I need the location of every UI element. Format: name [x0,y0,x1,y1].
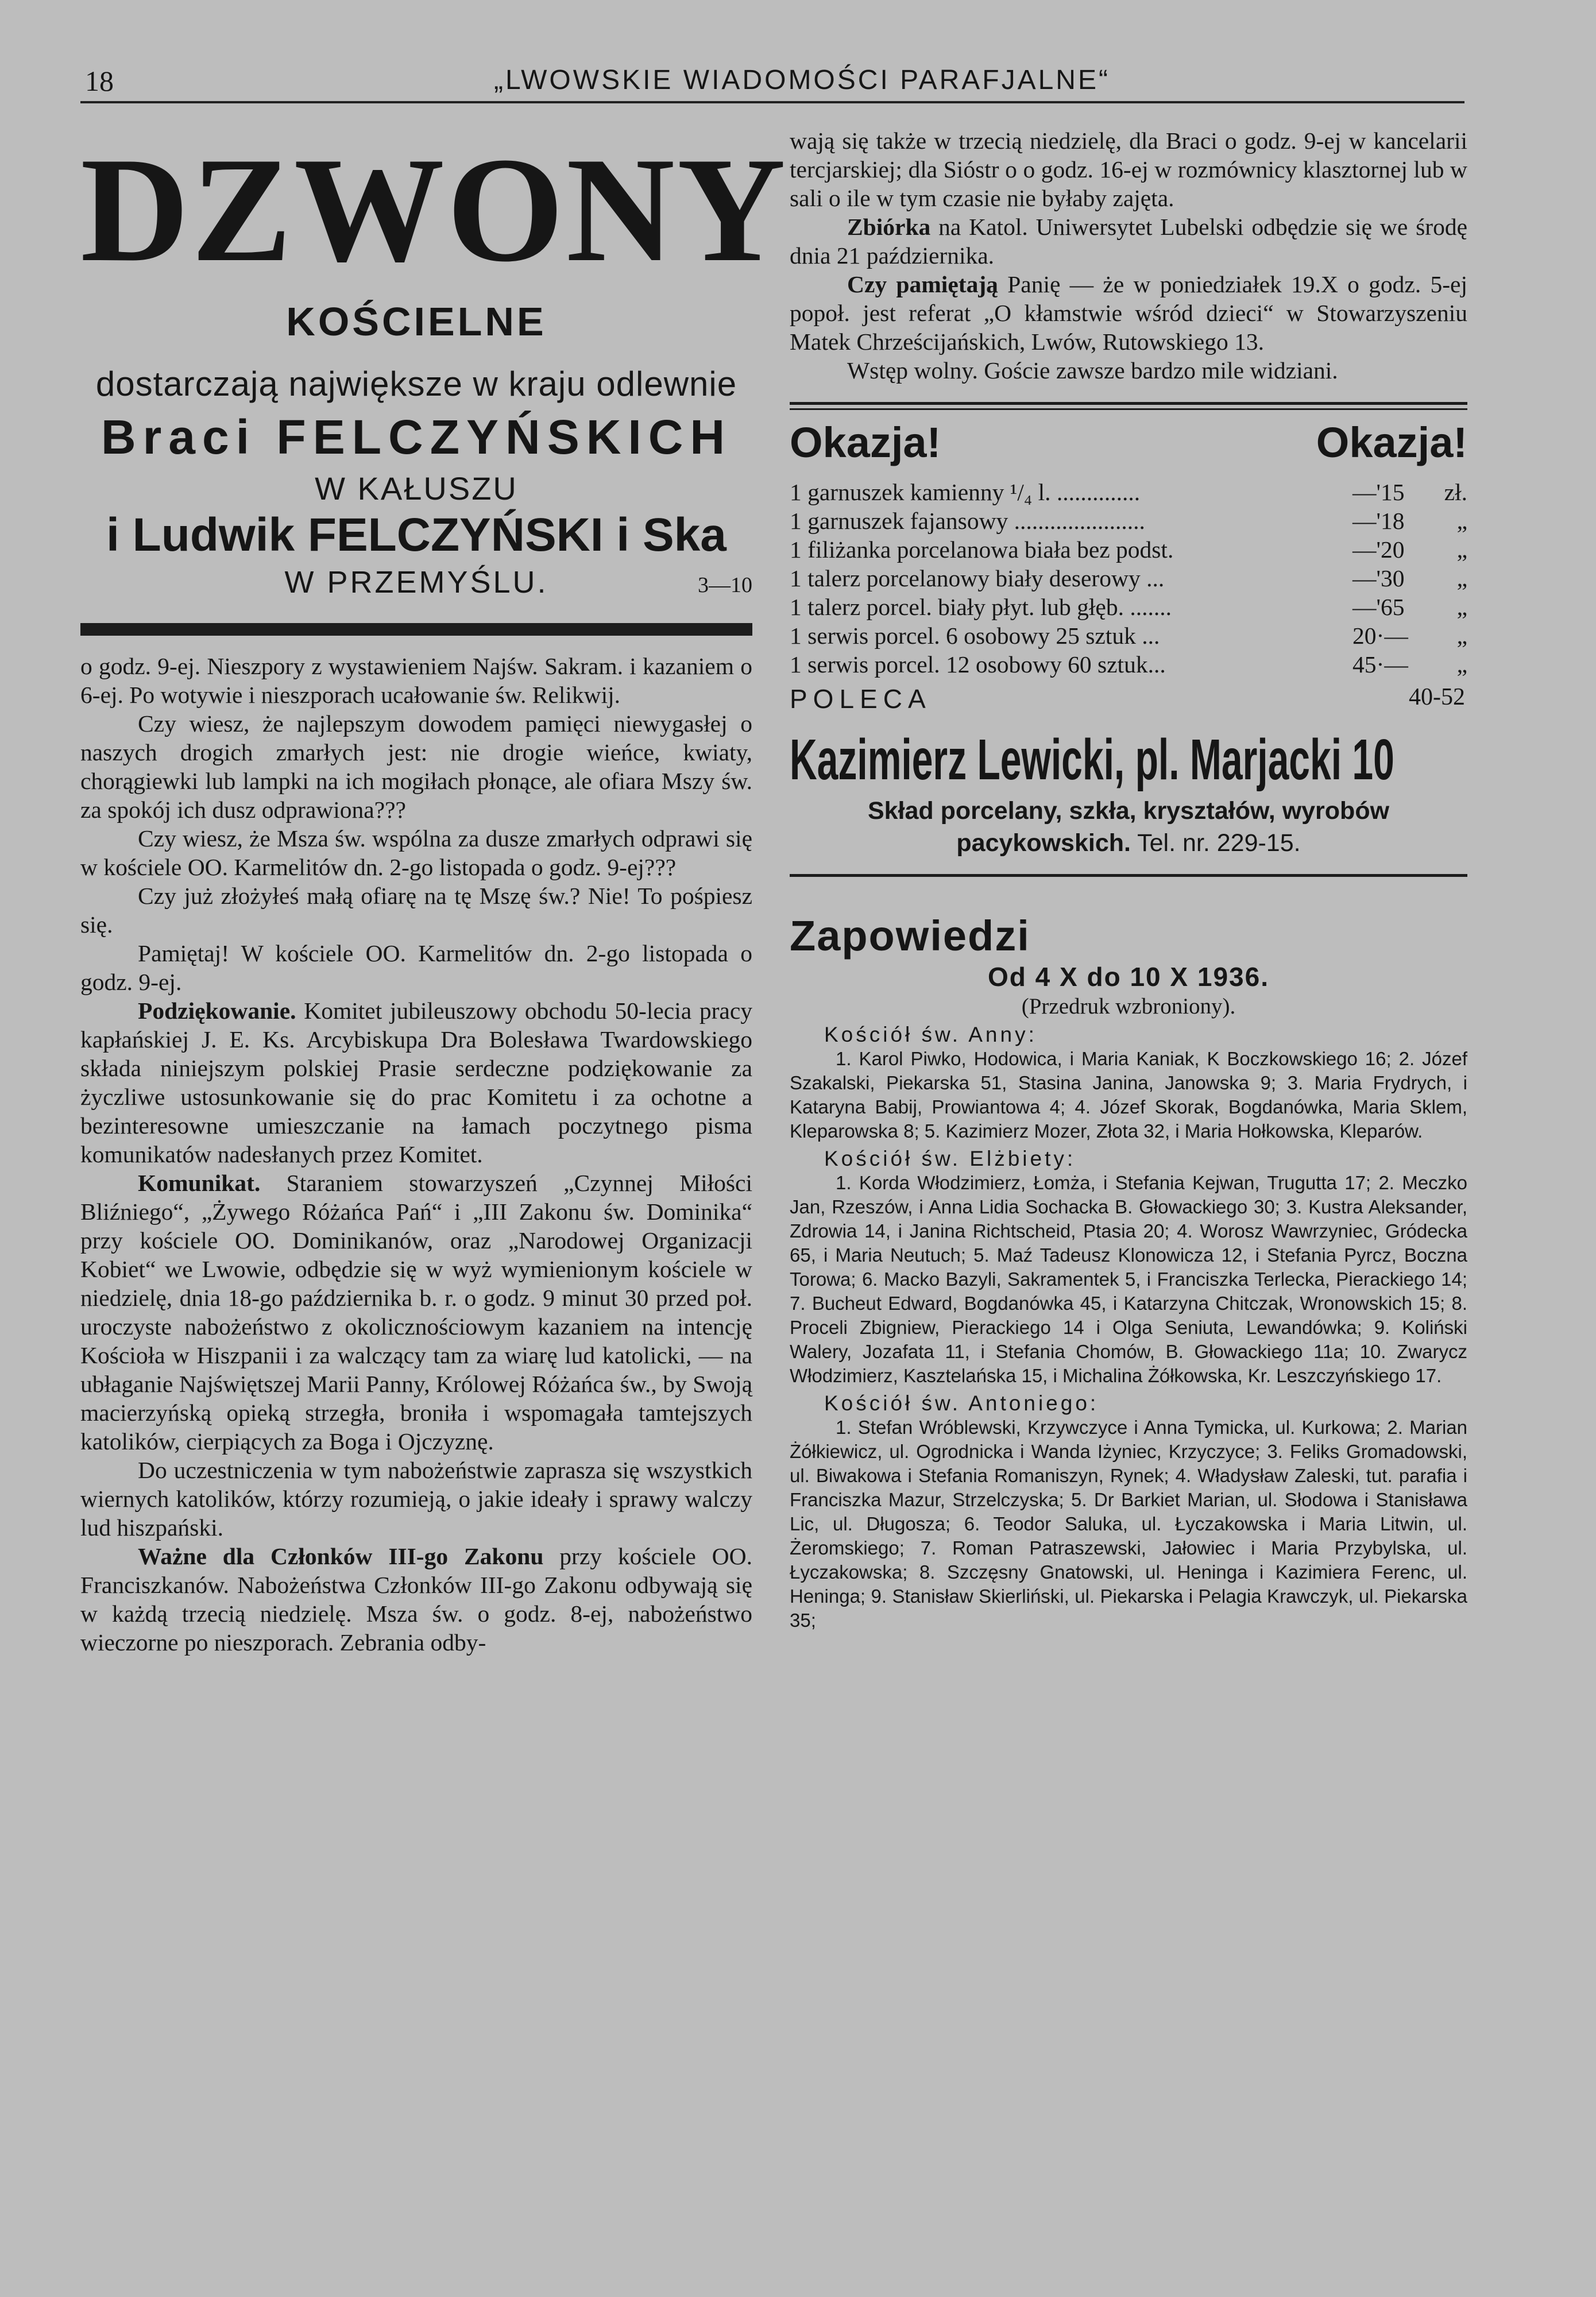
ad-line-5 [80,564,752,600]
paragraph: Czy już złożyłeś małą ofiarę na tę Mszę św.? Nie! To pośpiesz się. [80,883,752,938]
ad-title: DZWONY [80,126,789,293]
section-divider [790,874,1467,877]
heading-wazne: Ważne dla Członków III-go Zakonu [138,1543,544,1569]
section-divider [80,623,752,636]
price-value: 20·— [1352,622,1408,649]
paragraph-text: przy kościele OO. Franciszkanów. Nabożeństwa Członków III-go Zakonu odbywają się w każdą trzecią niedzielę. Msza św. o godz. 8-ej, nabożeństwo wieczorne po nieszporach. Zebrania odby- [80,1543,752,1656]
poleca-label: POLECA [790,684,932,714]
price-item: 1 serwis porcel. 12 osobowy 60 sztuk... [790,651,1166,678]
church-heading: Kościół św. Antoniego: [824,1391,1099,1415]
running-header [80,62,1464,102]
price-unit: „ [1456,651,1467,678]
firm-goods: Skład porcelany, szkła, kryształów, wyrobów pacykowskich. [867,797,1390,857]
price-unit: „ [1456,508,1467,534]
price-row [790,650,1467,679]
price-row [790,621,1467,650]
ad-line-3: W KAŁUSZU [315,470,518,506]
okazja-right: Okazja! [1316,419,1467,466]
paragraph-text: Komitet jubileuszowy obchodu 50-lecia pracy kapłańskiej J. E. Ks. Arcybiskupa Dra Bolesława Twardowskiego składa niniejszym polskiej Prasie serdeczne podziękowanie za życzliwe ustosunkowanie się do prac Komitetu i za ochotne a bezinteresowne umieszczanie na łamach poczytnego pisma komunikatów nadesłanych przez Komitet. [80,997,753,1167]
paragraph [80,1542,752,1657]
ad-code: 3—10 [698,573,752,597]
okazja-advertisement [790,418,1467,859]
paragraph: wają się także w trzecią niedzielę, dla Braci o godz. 9-ej w kancelarii tercjarskiej; dla Sióstr o o godz. 16-ej w rozmównicy klasztornej lub w sali o ile w tym czasie nie byłaby zajęta. [790,127,1467,211]
paragraph [790,270,1467,356]
ad-line-1: dostarczają największe w kraju odlewnie [95,365,737,403]
price-unit: „ [1456,594,1467,620]
heading-zbiorka: Zbiórka [847,214,931,240]
price-item: 1 filiżanka porcelanowa biała bez podst. [790,536,1174,563]
paragraph: Wstęp wolny. Goście zawsze bardzo mile widziani. [847,357,1338,384]
poleca-code: 40-52 [1409,684,1465,710]
ad-city: W PRZEMYŚLU. [284,565,548,600]
price-list [790,478,1467,679]
banns-paragraph: 1. Korda Włodzimierz, Łomża, i Stefania Kejwan, Trugutta 17; 2. Meczko Jan, Rzeszów, i Anna Lidia Sochacka B. Głowackiego 30; 3. Kustra Aleksander, Zdrowia 14, i Janina Richtscheid, Ptasia 20; 4. Worosz Wawrzyniec, Gródecka 65, i Maria Neutuch; 5. Maź Tadeusz Klonowicza 12, i Stefania Pyrcz, Boczna Torowa; 6. Macko Bazyli, Sakramentek 5, i Franciszka Terlecka, Pierackiego 14; 7. Bucheut Edward, Bogdanówka 45, i Katarzyna Chitczak, Wronowskich 15; 8. Proceli Zbigniew, Pierackiego 14 i Olga Seniuta, Lewandówka; 9. Koliński Walery, Jozafata 11, i Stefania Chomów, B. Głowackiego 11a; 10. Zwarycz Włodzimierz, Kasztelańska 15, i Michalina Żółkowska, Kr. Leszczyńskiego 17. [790,1172,1467,1386]
okazja-heading [790,418,1467,475]
okazja-left: Okazja! [790,419,941,466]
bell-foundry-advertisement [80,126,789,600]
zapowiedzi-note: (Przedruk wzbroniony). [1021,994,1236,1019]
left-column [80,126,789,1657]
price-item: 1 talerz porcelanowy biały deserowy ... [790,565,1165,591]
paragraph-text: na Katol. Uniwersytet Lubelski odbędzie się we środę dnia 21 października. [790,214,1468,269]
price-unit: „ [1456,622,1467,649]
price-unit: zł. [1444,479,1467,505]
price-value: —'18 [1352,508,1405,534]
paragraph: Czy wiesz, że Msza św. wspólna za dusze zmarłych odprawi się w kościele OO. Karmelitów dn. 2-go listopada o godz. 9-ej??? [80,825,752,880]
page-number: 18 [85,65,114,97]
price-value: —'20 [1352,536,1405,563]
paragraph [80,996,752,1169]
paragraph [790,212,1467,270]
publication-title: „LWOWSKIE WIADOMOŚCI PARAFJALNE“ [494,65,1110,95]
price-value: —'15 [1352,479,1405,505]
banns-paragraph: 1. Stefan Wróblewski, Krzywczyce i Anna Tymicka, ul. Kurkowa; 2. Marian Żółkiewicz, ul. Ogrodnicka i Wanda Iżyniec, Krzyczyce; 3. Feliks Gromadowski, ul. Biwakowa i Stefania Romaniszyn, Rynek; 4. Władysław Zaleski, tut. parafia i Franciszka Mazur, Strzelczyska; 5. Dr Barkiet Marian, ul. Słodowa i Stanisława Lic, ul. Długosza; 6. Teodor Saluka, ul. Łyczakowska i Maria Litwin, ul. Żeromskiego; 7. Roman Patraszewski, Jałowiec i Maria Przybylska, ul. Łyczakowska; 8. Szczęsny Gnatowski, ul. Heninga i Kazimiera Ferenc, ul. Heninga; 9. Stanisław Skierliński, ul. Piekarska i Pelagia Krawczyk, ul. Piekarska 35; [790,1417,1467,1631]
firm-phone: Tel. nr. 229-15. [1137,829,1301,857]
heading-czy-pamietaja: Czy pamiętają [847,271,998,297]
price-row [790,506,1467,535]
paragraph: Czy wiesz, że najlepszym dowodem pamięci niewygasłej o naszych drogich zmarłych jest: nie drogie wieńce, kwiaty, chorągiewki lub lampki na ich mogiłach płonące, ale ofiara Mszy św. za spokój ich dusz odprawiona??? [80,710,752,823]
heading-podziekowanie: Podziękowanie. [138,997,296,1024]
left-article-body [80,652,752,1657]
banns-paragraph: 1. Karol Piwko, Hodowica, i Maria Kaniak, K Boczkowskiego 16; 2. Józef Szakalski, Piekarska 51, Stasina Janina, Janowska 9; 3. Maria Frydrych, i Kataryna Babij, Prowiantowa 4; 4. Józef Skorak, Bogdanówka, Maria Sklem, Kleparowska 8; 5. Kazimierz Mozer, Złota 32, i Maria Hołkowska, Kleparów. [790,1048,1467,1142]
banns-list [790,1023,1467,1633]
price-row [790,564,1467,593]
price-item: 1 serwis porcel. 6 osobowy 25 sztuk ... [790,622,1160,649]
section-divider [790,408,1467,410]
price-item: 1 garnuszek kamienny ¹/₄ l. .............. [790,479,1141,505]
paragraph: Pamiętaj! W kościele OO. Karmelitów dn. 2-go listopada o godz. 9-ej. [80,940,752,995]
firm-name: Kazimierz Lewicki, pl. Marjacki 10 [790,728,1394,792]
zapowiedzi-title: Zapowiedzi [790,912,1030,960]
price-unit: „ [1456,565,1467,591]
paragraph [80,1169,752,1456]
price-row [790,535,1467,564]
firm-description [790,795,1467,859]
header-rule [80,101,1464,103]
zapowiedzi-section [790,911,1467,1633]
price-value: —'65 [1352,594,1405,620]
church-heading: Kościół św. Anny: [824,1023,1037,1046]
church-heading: Kościół św. Elżbiety: [824,1147,1076,1170]
price-item: 1 talerz porcel. biały płyt. lub głęb. ....... [790,594,1172,620]
price-item: 1 garnuszek fajansowy ...................... [790,508,1145,534]
poleca-row [790,683,1467,716]
price-row [790,478,1467,506]
ad-subtitle: KOŚCIELNE [286,299,547,344]
paragraph-text: Panię — że w poniedziałek 19.X o godz. 5-ej popoł. jest referat „O kłamstwie wśród dzieci“ w Stowarzyszeniu Matek Chrześcijańskich, Lwów, Rutowskiego 13. [790,271,1468,355]
price-unit: „ [1456,536,1467,563]
right-column [790,127,1468,1633]
paragraph: o godz. 9-ej. Nieszpory z wystawieniem Najśw. Sakram. i kazaniem o 6-ej. Po wotywie i nieszporach ucałowanie św. Relikwij. [80,653,752,708]
price-row [790,593,1467,621]
price-value: —'30 [1352,565,1405,591]
right-article-body [790,126,1467,385]
ad-line-4: i Ludwik FELCZYŃSKI i Ska [106,509,726,561]
zapowiedzi-dates: Od 4 X do 10 X 1936. [988,962,1269,992]
heading-komunikat: Komunikat. [138,1170,261,1196]
paragraph-text: Staraniem stowarzyszeń „Czynnej Miłości Bliźniego“, „Żywego Różańca Pań“ i „III Zakonu św. Dominika“ przy kościele OO. Dominikanów, oraz „Narodowej Organizacji Kobiet“ we Lwowie, odbędzie się w wyż wymienionym kościele w niedzielę, dnia 18-go października b. r. o godz. 9 minut 30 przed poł. uroczyste nabożeństwo z okolicznościowym kazaniem na intencję Kościoła w Hiszpanii i za walczący tam za wiarę lud katolicki, — na ubłaganie Najświętszej Marii Panny, Królowej Różańca św., by Swoją macierzyńską opieką strzegła, broniła i wspomagała tamtejszych katolików, cierpiących za Boga i Ojczyznę. [80,1170,753,1455]
ad-line-2: Braci FELCZYŃSKICH [101,410,732,464]
section-divider [790,402,1467,405]
price-value: 45·— [1352,651,1408,678]
paragraph: Do uczestniczenia w tym nabożeństwie zaprasza się wszystkich wiernych katolików, którzy rozumieją, o jakie ideały i sprawy walczy lud hiszpański. [80,1457,752,1541]
